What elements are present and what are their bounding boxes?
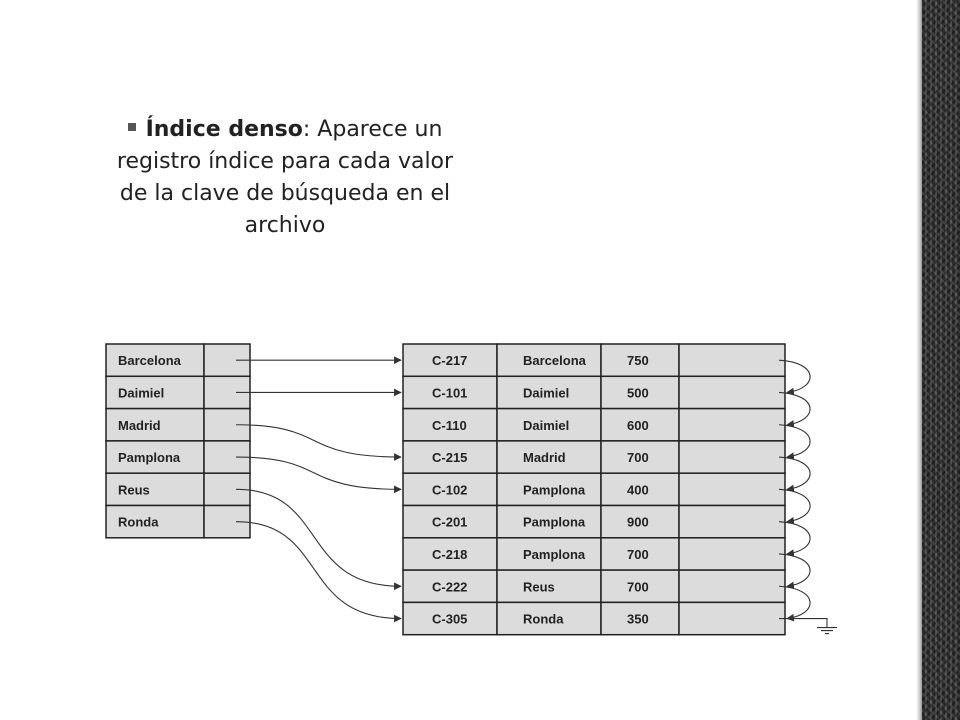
record-branch-label: Daimiel — [523, 417, 570, 433]
index-pointer-arrow — [236, 425, 401, 457]
bullet-separator: : — [302, 117, 311, 142]
record-pointer-cell — [679, 506, 785, 538]
index-pointer-arrow — [236, 489, 401, 586]
record-balance-label: 400 — [627, 482, 649, 498]
record-pointer-cell — [679, 602, 785, 634]
record-balance-label: 350 — [627, 611, 649, 627]
record-account-label: C-101 — [432, 385, 468, 401]
bullet-definition: Aparece un registro índice para cada valor de la clave de búsqueda en el archivo — [116, 117, 454, 238]
index-row — [106, 344, 250, 376]
record-pointer-cell — [679, 441, 785, 473]
record-branch-label: Reus — [523, 579, 555, 595]
record-branch-label: Pamplona — [523, 546, 586, 562]
record-row — [403, 473, 785, 505]
index-pointers — [236, 360, 401, 618]
null-pointer-icon — [779, 619, 837, 634]
bullet-term: Índice denso — [145, 117, 303, 142]
record-balance-label: 700 — [627, 450, 649, 466]
record-row — [403, 570, 785, 602]
index-key-label: Madrid — [118, 417, 161, 433]
record-account-label: C-222 — [432, 579, 468, 595]
record-row — [403, 376, 785, 408]
record-balance-label: 700 — [627, 579, 649, 595]
index-key-label: Reus — [118, 482, 150, 498]
record-balance-label: 700 — [627, 546, 649, 562]
record-account-label: C-217 — [432, 353, 468, 369]
record-pointer-cell — [679, 409, 785, 441]
record-pointer-cell — [679, 344, 785, 376]
index-table — [106, 344, 250, 538]
record-balance-label: 600 — [627, 417, 649, 433]
index-key-label: Ronda — [118, 514, 159, 530]
record-pointer-cell — [679, 570, 785, 602]
index-row — [106, 506, 250, 538]
index-pointer-arrow — [236, 457, 401, 489]
record-account-label: C-201 — [432, 514, 468, 530]
record-account-label: C-110 — [432, 417, 467, 433]
record-account-label: C-305 — [432, 611, 468, 627]
record-row — [403, 344, 785, 376]
index-row — [106, 409, 250, 441]
record-row — [403, 506, 785, 538]
record-branch-label: Barcelona — [523, 353, 586, 369]
record-branch-label: Pamplona — [523, 482, 586, 498]
record-row — [403, 602, 785, 634]
index-key-label: Barcelona — [118, 353, 181, 369]
record-branch-label: Daimiel — [523, 385, 570, 401]
record-account-label: C-218 — [432, 546, 468, 562]
record-chain-pointers — [779, 360, 837, 633]
record-account-label: C-102 — [432, 482, 468, 498]
record-balance-label: 900 — [627, 514, 649, 530]
index-key-label: Daimiel — [118, 385, 165, 401]
record-branch-label: Madrid — [523, 450, 566, 466]
record-account-label: C-215 — [432, 450, 468, 466]
record-row — [403, 538, 785, 570]
record-row — [403, 441, 785, 473]
index-pointer-arrow — [236, 522, 401, 619]
record-branch-label: Ronda — [523, 611, 564, 627]
record-pointer-cell — [679, 538, 785, 570]
records-table — [403, 344, 785, 635]
record-branch-label: Pamplona — [523, 514, 586, 530]
index-row — [106, 376, 250, 408]
record-pointer-cell — [679, 473, 785, 505]
record-balance-label: 750 — [627, 353, 649, 369]
index-row — [106, 441, 250, 473]
index-row — [106, 473, 250, 505]
record-row — [403, 409, 785, 441]
record-balance-label: 500 — [627, 385, 649, 401]
record-pointer-cell — [679, 376, 785, 408]
index-key-label: Pamplona — [118, 450, 181, 466]
